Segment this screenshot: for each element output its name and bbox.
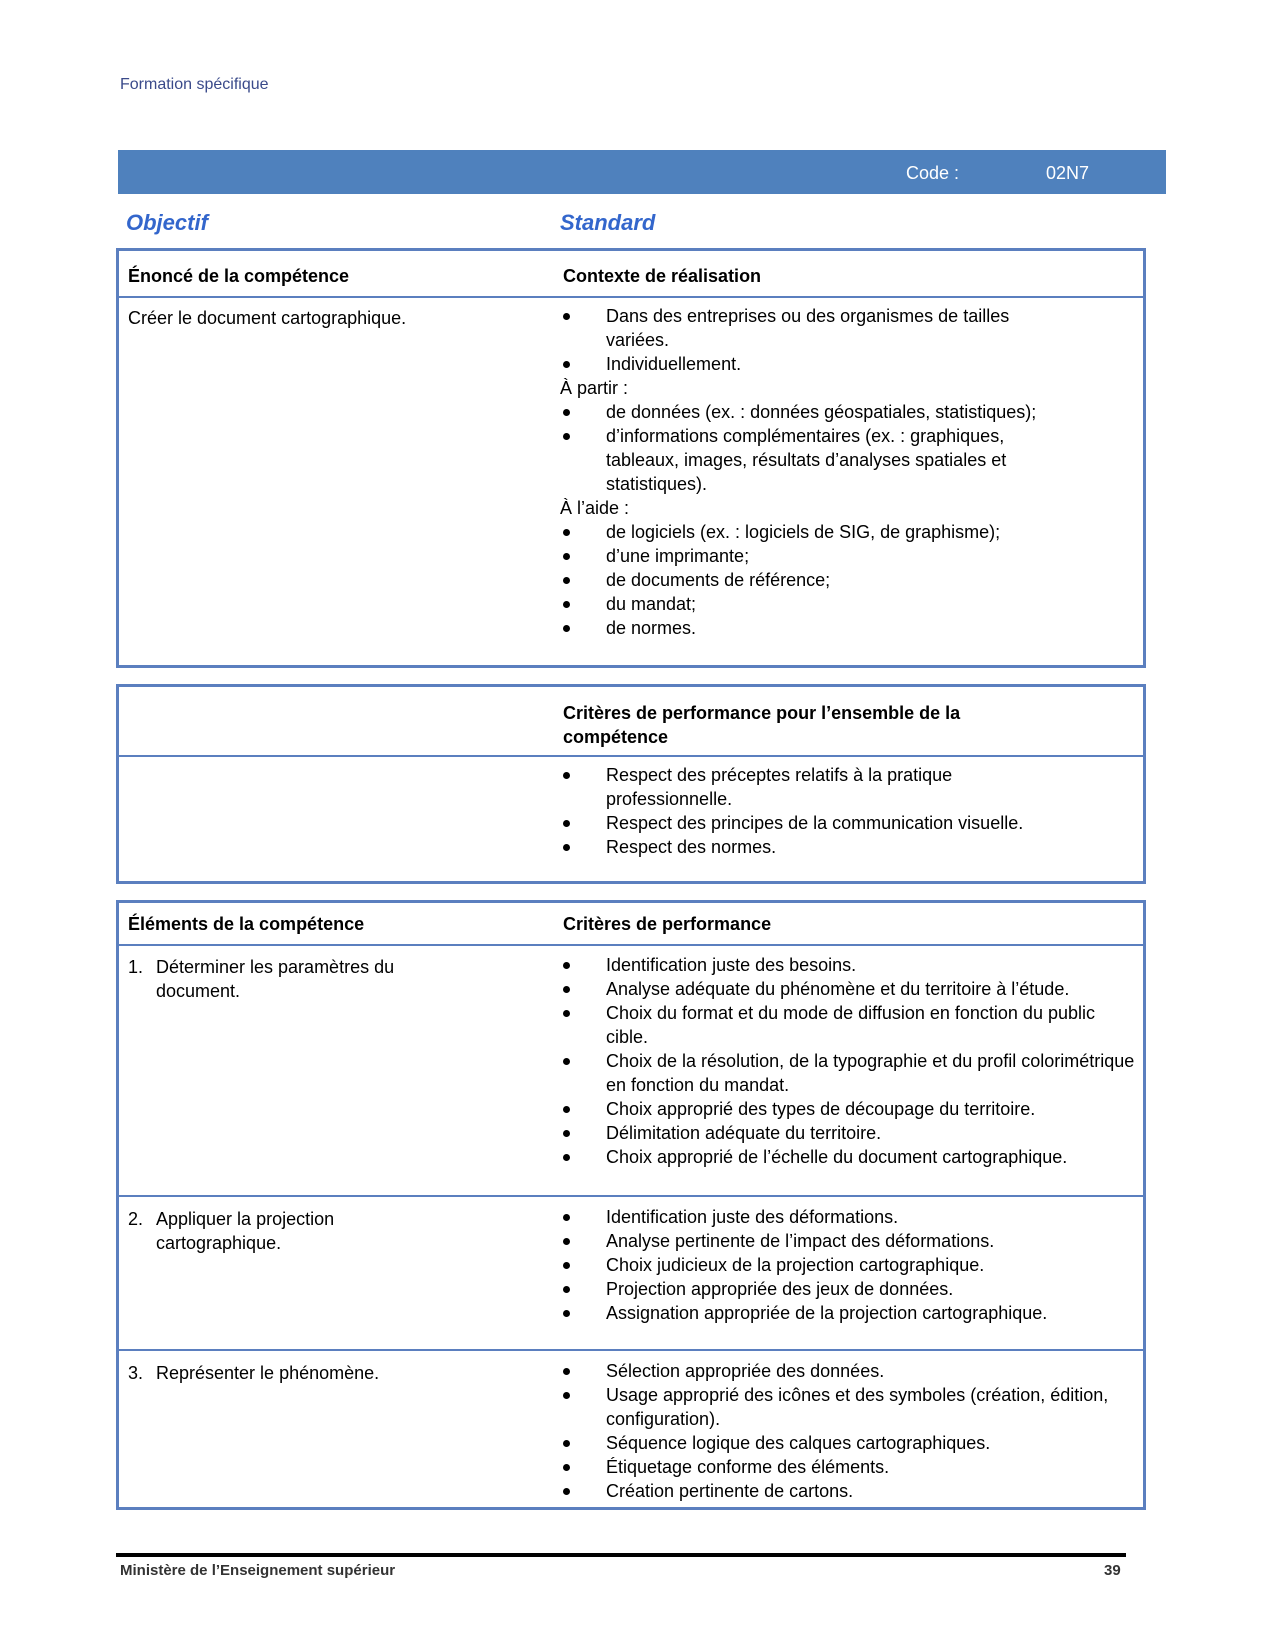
contexte-header: Contexte de réalisation (563, 266, 762, 286)
list-item: Séquence logique des calques cartographiques. (560, 1431, 1140, 1455)
list-item: Choix approprié de l’échelle du document cartographique. (560, 1145, 1140, 1169)
row-divider (119, 1195, 1143, 1197)
criteres-ensemble-list (560, 763, 1050, 859)
list-item: Assignation appropriée de la projection cartographique. (560, 1301, 1140, 1325)
code-value: 02N7 (1046, 163, 1090, 183)
list-item: Identification juste des besoins. (560, 953, 1140, 977)
list-item: du mandat; (560, 592, 1050, 616)
element-row-3 (128, 1361, 456, 1385)
criteres-list-2 (560, 1205, 1140, 1325)
list-item: Choix du format et du mode de diffusion en fonction du public cible. (560, 1001, 1140, 1049)
element-number: 3. (128, 1363, 144, 1383)
list-item: Dans des entreprises ou des organismes de tailles variées. (560, 304, 1050, 352)
list-item: d’informations complémentaires (ex. : graphiques, tableaux, images, résultats d’analyses spatiales et statistiques). (560, 424, 1050, 496)
table-enonce-contexte (116, 248, 1146, 668)
list-item: Choix approprié des types de découpage du territoire. (560, 1097, 1140, 1121)
table-elements-criteres (116, 900, 1146, 1510)
criteres-list-3 (560, 1359, 1140, 1503)
contexte-list (560, 304, 1050, 640)
criteres-header: Critères de performance (563, 914, 772, 934)
list-item: Analyse adéquate du phénomène et du territoire à l’étude. (560, 977, 1140, 1001)
page-number: 39 (1104, 1562, 1121, 1579)
row-divider (119, 944, 1143, 946)
section-objectif: Objectif (126, 210, 208, 235)
element-number: 1. (128, 957, 144, 977)
list-item: À l’aide : (560, 498, 630, 518)
list-item: Individuellement. (560, 352, 1050, 376)
element-text: Représenter le phénomène. (156, 1363, 380, 1383)
list-item: À partir : (560, 378, 629, 398)
criteres-ensemble-header: Critères de performance pour l’ensemble de la compétence (563, 703, 961, 747)
footer-rule (116, 1553, 1126, 1557)
footer-ministry: Ministère de l’Enseignement supérieur (120, 1562, 396, 1579)
list-item: de données (ex. : données géospatiales, statistiques); (560, 400, 1050, 424)
table-criteres-ensemble (116, 684, 1146, 884)
element-number: 2. (128, 1209, 144, 1229)
list-item: de documents de référence; (560, 568, 1050, 592)
list-item: Projection appropriée des jeux de données. (560, 1277, 1140, 1301)
list-item: de logiciels (ex. : logiciels de SIG, de graphisme); (560, 520, 1050, 544)
list-item: Délimitation adéquate du territoire. (560, 1121, 1140, 1145)
enonce-text: Créer le document cartographique. (128, 308, 407, 328)
list-item: Respect des normes. (560, 835, 1050, 859)
element-row-1 (128, 955, 456, 1003)
list-item: Choix de la résolution, de la typographie et du profil colorimétrique en fonction du mandat. (560, 1049, 1140, 1097)
code-bar (118, 150, 1166, 194)
row-divider (119, 296, 1143, 298)
row-divider (119, 755, 1143, 757)
list-item: de normes. (560, 616, 1050, 640)
list-item: Usage approprié des icônes et des symboles (création, édition, configuration). (560, 1383, 1140, 1431)
row-divider (119, 1349, 1143, 1351)
section-standard: Standard (560, 210, 656, 235)
code-label: Code : (906, 163, 960, 183)
list-item: Étiquetage conforme des éléments. (560, 1455, 1140, 1479)
elements-header: Éléments de la compétence (128, 914, 365, 934)
list-item: Respect des principes de la communication visuelle. (560, 811, 1050, 835)
running-header: Formation spécifique (120, 76, 269, 93)
element-row-2 (128, 1207, 456, 1255)
list-item: d’une imprimante; (560, 544, 1050, 568)
list-item: Sélection appropriée des données. (560, 1359, 1140, 1383)
criteres-list-1 (560, 953, 1140, 1169)
list-item: Identification juste des déformations. (560, 1205, 1140, 1229)
list-item: Choix judicieux de la projection cartographique. (560, 1253, 1140, 1277)
element-text: Appliquer la projection cartographique. (156, 1209, 335, 1253)
element-text: Déterminer les paramètres du document. (156, 957, 395, 1001)
list-item: Création pertinente de cartons. (560, 1479, 1140, 1503)
enonce-header: Énoncé de la compétence (128, 266, 350, 286)
list-item: Analyse pertinente de l’impact des déformations. (560, 1229, 1140, 1253)
list-item: Respect des préceptes relatifs à la pratique professionnelle. (560, 763, 1050, 811)
